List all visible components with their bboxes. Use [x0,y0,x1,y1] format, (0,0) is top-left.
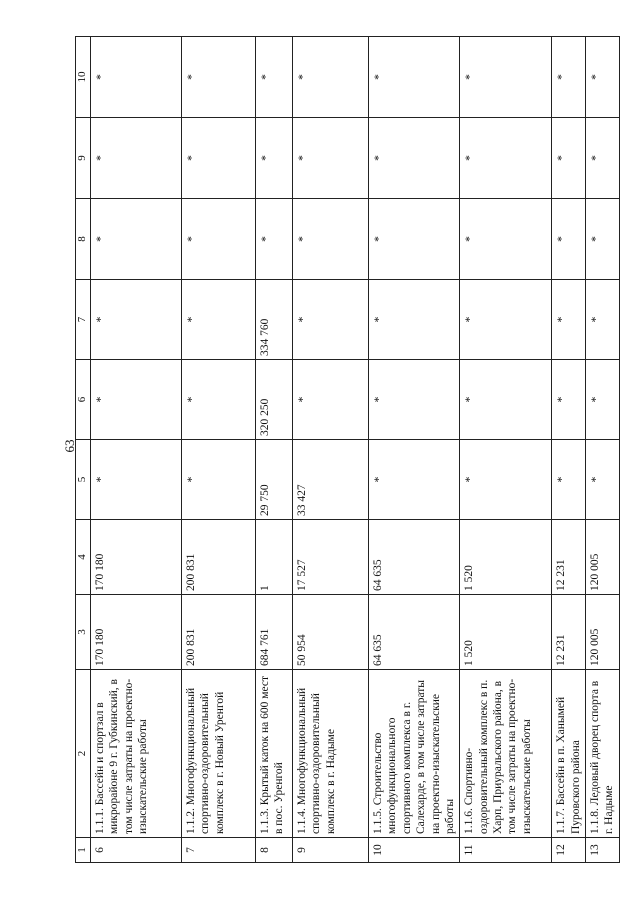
header-cell: 7 [76,280,91,360]
cell-col10: * [586,37,620,118]
row-description: 1.1.8. Ледовый дворец спорта в г. Надыме [586,670,620,838]
row-description: 1.1.7. Бассейн в п. Ханымей Пуровского района [552,670,586,838]
row-number: 7 [182,838,256,863]
cell-col9: * [91,118,182,199]
page-number: 63 [62,439,77,453]
cell-col3: 200 831 [182,595,256,670]
cell-col7: * [460,280,552,360]
cell-col9: * [256,118,293,199]
cell-col7: * [293,280,369,360]
cell-col4: 200 831 [182,520,256,595]
table-row [369,37,460,863]
cell-col10: * [552,37,586,118]
cell-col3: 50 954 [293,595,369,670]
header-cell: 8 [76,199,91,280]
cell-col10: * [293,37,369,118]
rotated-table-container [75,37,616,863]
cell-col5: * [460,440,552,520]
cell-col8: * [256,199,293,280]
cell-col8: * [586,199,620,280]
cell-col6: 320 250 [256,360,293,440]
cell-col8: * [552,199,586,280]
cell-col3: 64 635 [369,595,460,670]
cell-col3: 120 005 [586,595,620,670]
cell-col5: * [586,440,620,520]
row-description: 1.1.3. Крытый каток на 600 мест в пос. Уренгой [256,670,293,838]
cell-col5: 29 750 [256,440,293,520]
row-number: 9 [293,838,369,863]
cell-col5: * [369,440,460,520]
cell-col10: * [460,37,552,118]
cell-col4: 120 005 [586,520,620,595]
cell-col4: 17 527 [293,520,369,595]
cell-col9: * [369,118,460,199]
cell-col4: 1 [256,520,293,595]
cell-col3: 1 520 [460,595,552,670]
cell-col10: * [182,37,256,118]
cell-col8: * [91,199,182,280]
row-description: 1.1.4. Многофункциональный спортивно-оздоровительный комплекс в г. Надыме [293,670,369,838]
header-cell: 3 [76,595,91,670]
cell-col9: * [460,118,552,199]
table-row [293,37,369,863]
table-viewport [75,37,616,863]
cell-col8: * [460,199,552,280]
header-cell: 9 [76,118,91,199]
row-number: 12 [552,838,586,863]
header-cell: 1 [76,838,91,863]
cell-col4: 170 180 [91,520,182,595]
header-cell: 2 [76,670,91,838]
cell-col6: * [586,360,620,440]
cell-col6: * [91,360,182,440]
cell-col4: 1 520 [460,520,552,595]
cell-col7: * [91,280,182,360]
cell-col6: * [552,360,586,440]
cell-col9: * [552,118,586,199]
cell-col6: * [182,360,256,440]
table-row [586,37,620,863]
row-description: 1.1.2. Многофункциональный спортивно-оздоровительный комплекс в г. Новый Уренгой [182,670,256,838]
table-row [460,37,552,863]
cell-col7: * [369,280,460,360]
table-row [552,37,586,863]
cell-col6: * [460,360,552,440]
cell-col9: * [293,118,369,199]
cell-col7: 334 760 [256,280,293,360]
row-description: 1.1.5. Строительство многофункционального спортивного комплекса в г. Салехарде, в том числе затраты на проектно-изыскательские работы [369,670,460,838]
cell-col5: 33 427 [293,440,369,520]
row-description: 1.1.1. Бассейн и спортзал в микрорайоне 9 г. Губкинский, в том числе затраты на проектно-изыскательские работы [91,670,182,838]
cell-col10: * [91,37,182,118]
cell-col10: * [369,37,460,118]
header-cell: 5 [76,440,91,520]
cell-col3: 12 231 [552,595,586,670]
cell-col5: * [182,440,256,520]
cell-col4: 64 635 [369,520,460,595]
header-cell: 6 [76,360,91,440]
cell-col9: * [182,118,256,199]
cell-col4: 12 231 [552,520,586,595]
cell-col7: * [552,280,586,360]
cell-col6: * [369,360,460,440]
table-row [256,37,293,863]
cell-col7: * [182,280,256,360]
cell-col7: * [586,280,620,360]
header-row [76,37,91,863]
row-number: 10 [369,838,460,863]
row-description: 1.1.6. Спортивно-оздоровительный комплекс в п. Харп, Приуральского района, в том числе затраты на проектно-изыскательские работы [460,670,552,838]
row-number: 6 [91,838,182,863]
cell-col8: * [293,199,369,280]
row-number: 8 [256,838,293,863]
cell-col3: 684 761 [256,595,293,670]
table-row [91,37,182,863]
cell-col8: * [369,199,460,280]
cell-col5: * [552,440,586,520]
cell-col9: * [586,118,620,199]
cell-col8: * [182,199,256,280]
cell-col6: * [293,360,369,440]
table-row [182,37,256,863]
budget-table [75,36,620,863]
cell-col10: * [256,37,293,118]
row-number: 13 [586,838,620,863]
cell-col5: * [91,440,182,520]
row-number: 11 [460,838,552,863]
header-cell: 10 [76,37,91,118]
header-cell: 4 [76,520,91,595]
cell-col3: 170 180 [91,595,182,670]
